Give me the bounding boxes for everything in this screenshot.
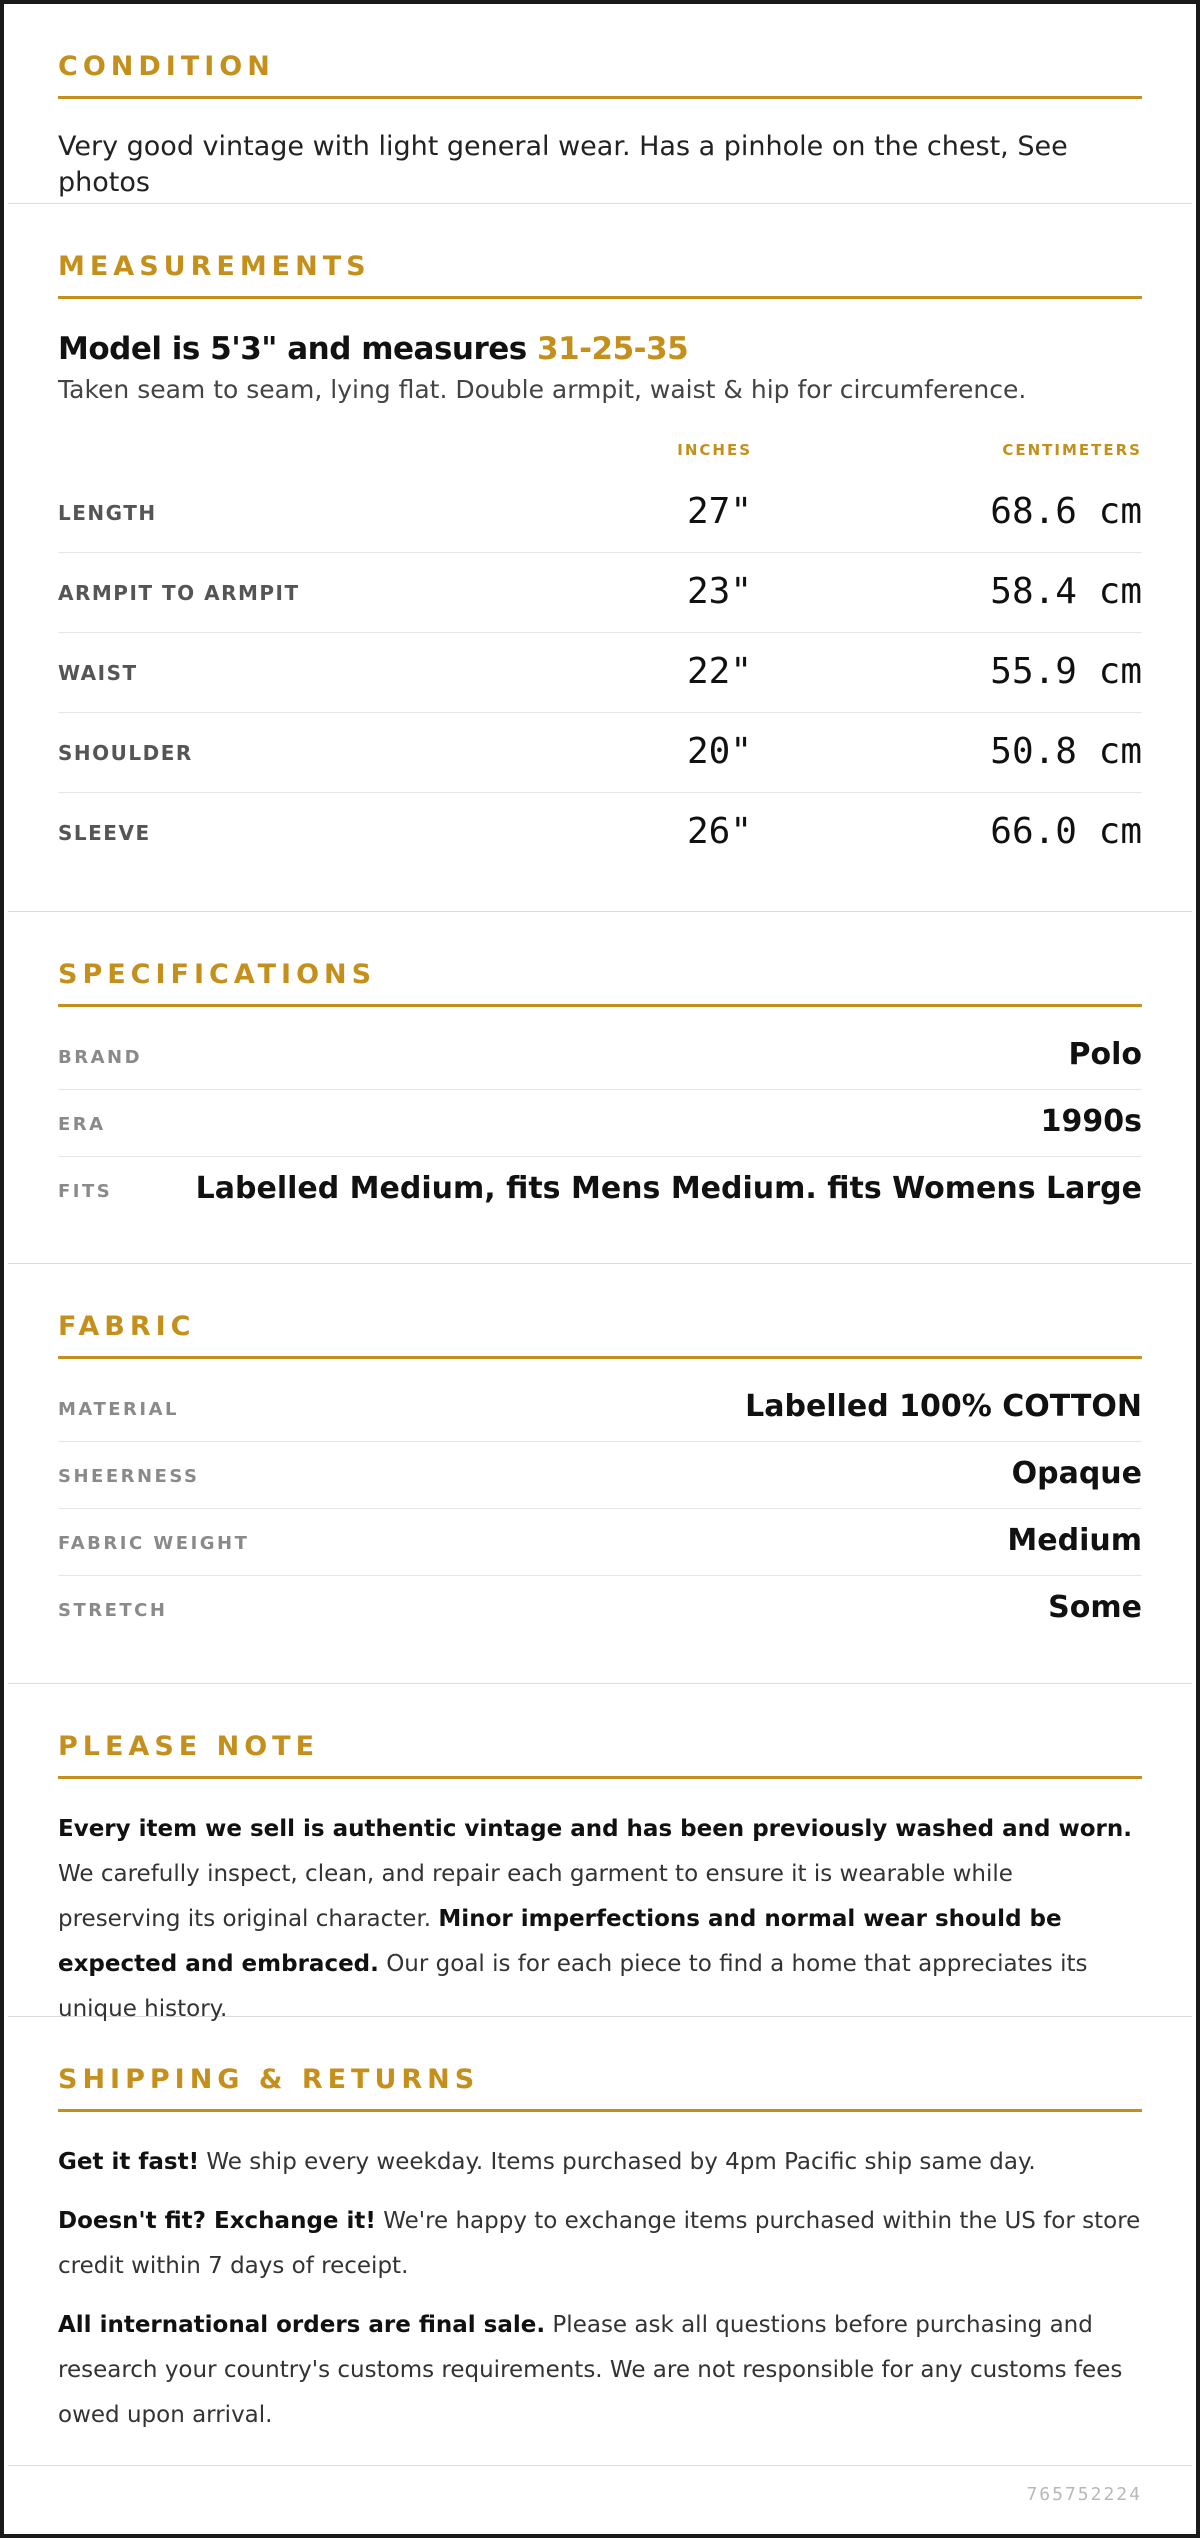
note-bold-2: Minor imperfections and normal wear should be expected and embraced. (58, 1906, 1062, 1977)
fabric-label: FABRIC WEIGHT (58, 1533, 250, 1554)
shipping-fast-bold: Get it fast! (58, 2149, 200, 2175)
measurement-inches: 20" (686, 731, 752, 772)
note-text-1: We carefully inspect, clean, and repair each garment to ensure it is wearable while preserving its original character. (58, 1861, 1013, 1932)
measurement-inches: 27" (686, 491, 752, 532)
fabric-row-sheerness (58, 1442, 1142, 1509)
fabric-row-weight (58, 1509, 1142, 1576)
fabric-value: Labelled 100% COTTON (745, 1389, 1142, 1424)
fabric-section (8, 1264, 1192, 1684)
shipping-international-bold: All international orders are final sale. (58, 2312, 546, 2338)
measurement-cm: 55.9 cm (990, 651, 1142, 692)
model-measurements (58, 329, 1142, 369)
sku-number: 765752224 (1026, 2484, 1142, 2505)
measurement-row-length (58, 473, 1142, 553)
condition-text: Very good vintage with light general wear. Has a pinhole on the chest, See photos (58, 131, 1068, 198)
fabric-value: Opaque (1011, 1456, 1142, 1491)
fabric-value: Medium (1007, 1523, 1142, 1558)
spec-label: BRAND (58, 1047, 143, 1068)
spec-row-fits (58, 1157, 1142, 1224)
spec-row-brand (58, 1023, 1142, 1090)
fabric-heading: FABRIC (58, 1310, 1142, 1359)
shipping-heading: SHIPPING & RETURNS (58, 2063, 1142, 2112)
measurement-inches: 26" (686, 811, 752, 852)
note-bold-1: Every item we sell is authentic vintage and has been previously washed and worn. (58, 1816, 1132, 1842)
measurement-cm: 68.6 cm (990, 491, 1142, 532)
column-centimeters: CENTIMETERS (1002, 441, 1142, 459)
shipping-exchange-text: We're happy to exchange items purchased within the US for store credit within 7 days of receipt. (58, 2208, 1141, 2279)
spec-row-era (58, 1090, 1142, 1157)
measurement-cm: 50.8 cm (990, 731, 1142, 772)
please-note-heading: PLEASE NOTE (58, 1730, 1142, 1779)
specifications-heading: SPECIFICATIONS (58, 958, 1142, 1007)
note-text-2: Our goal is for each piece to find a home that appreciates its unique history. (58, 1951, 1088, 2022)
measurements-section (8, 204, 1192, 912)
spec-label: ERA (58, 1114, 106, 1135)
spec-value: 1990s (1040, 1104, 1142, 1139)
please-note-section (8, 1684, 1192, 2022)
shipping-section (8, 2017, 1192, 2466)
spec-label: FITS (58, 1181, 113, 1202)
shipping-international (58, 2303, 1142, 2438)
measurement-label: LENGTH (58, 501, 157, 525)
model-prefix: Model is 5'3" and measures (58, 331, 538, 367)
measurement-cm: 58.4 cm (990, 571, 1142, 612)
fabric-value: Some (1048, 1590, 1142, 1625)
measurement-row-waist (58, 633, 1142, 713)
measurement-label: SHOULDER (58, 741, 193, 765)
please-note-text (58, 1807, 1142, 2032)
specifications-section (8, 912, 1192, 1264)
column-inches: INCHES (677, 441, 752, 459)
condition-heading: CONDITION (58, 50, 1142, 99)
measurement-label: ARMPIT TO ARMPIT (58, 581, 300, 605)
measurement-label: WAIST (58, 661, 138, 685)
measurement-inches: 22" (686, 651, 752, 692)
fabric-row-material (58, 1375, 1142, 1442)
fabric-label: SHEERNESS (58, 1466, 200, 1487)
shipping-exchange (58, 2199, 1142, 2289)
measurement-row-armpit (58, 553, 1142, 633)
measurements-heading: MEASUREMENTS (58, 250, 1142, 299)
shipping-exchange-bold: Doesn't fit? Exchange it! (58, 2208, 376, 2234)
fabric-label: MATERIAL (58, 1399, 179, 1420)
measurement-table-header (58, 433, 1142, 473)
spec-value: Polo (1068, 1037, 1142, 1072)
model-body-measurements: 31-25-35 (537, 331, 689, 367)
fabric-row-stretch (58, 1576, 1142, 1643)
measurement-row-shoulder (58, 713, 1142, 793)
shipping-fast (58, 2140, 1142, 2185)
measurement-cm: 66.0 cm (990, 811, 1142, 852)
measurement-row-sleeve (58, 793, 1142, 873)
shipping-fast-text: We ship every weekday. Items purchased by 4pm Pacific ship same day. (199, 2149, 1036, 2175)
condition-section (8, 4, 1192, 204)
shipping-international-text: Please ask all questions before purchasing and research your country's customs requirements. We are not responsible for any customs fees owed upon arrival. (58, 2312, 1123, 2428)
measurement-inches: 23" (686, 571, 752, 612)
spec-value: Labelled Medium, fits Mens Medium. fits Womens Large (195, 1171, 1142, 1206)
fabric-label: STRETCH (58, 1600, 168, 1621)
measurement-label: SLEEVE (58, 821, 151, 845)
seam-note: Taken seam to seam, lying flat. Double armpit, waist & hip for circumference. (58, 375, 1027, 404)
